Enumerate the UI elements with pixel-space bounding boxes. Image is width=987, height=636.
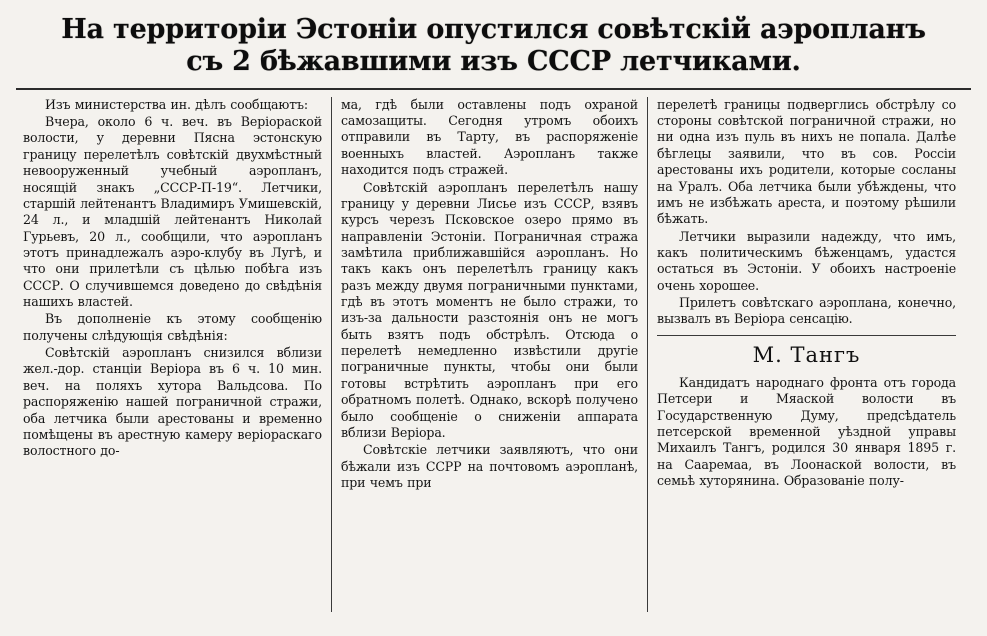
page-title	[14, 10, 973, 80]
headline-divider	[16, 88, 971, 90]
paragraph: Совѣтскій аэропланъ перелетѣлъ нашу границу у деревни Лисье изъ СССР, взявъ курсъ черезъ Псковское озеро прямо въ направленіи Эстоніи. Пограничная стража замѣтила приближавшійся аэропланъ. Но такъ какъ онъ перелетѣлъ границу какъ разъ между двумя пограничными пунктами, гдѣ въ этотъ моментъ не было стражи, то изъ-за дальности разстоянія онъ не могъ быть взятъ подъ обстрѣлъ. Отсюда о перелетѣ немедленно извѣстили другіе пограничные пункты, чтобы они были готовы встрѣтить аэропланъ при его обратномъ полетѣ. Однако, вскорѣ получено было сообщеніе о сниженіи аппарата вблизи Веріора.	[341, 179, 638, 440]
paragraph: Прилетъ совѣтскаго аэроплана, конечно, вызвалъ въ Веріора сенсацію.	[657, 295, 956, 327]
column-left	[14, 97, 331, 612]
section-divider	[657, 335, 956, 336]
section-heading: М. Тангъ	[752, 342, 861, 367]
paragraph: Въ дополненіе къ этому сообщенію получены слѣдующія свѣдѣнія:	[23, 311, 322, 343]
paragraph: Совѣтскій аэропланъ снизился вблизи жел.-дор. станціи Веріора въ 6 ч. 10 мин. веч. на поляхъ хутора Вальдсова. По распоряженію нашей пограничной стражи, оба летчика были арестованы и временно помѣщены въ арестную камеру веріораскаго волостного до-	[23, 345, 322, 459]
paragraph: ма, гдѣ были оставлены подъ охраной самозащиты. Сегодня утромъ обоихъ отправили въ Тарту, въ распоряженіе военныхъ властей. Аэропланъ также находится подъ стражей.	[341, 96, 638, 178]
paragraph: Совѣтскіе летчики заявляютъ, что они бѣжали изъ ССРР на почтовомъ аэропланѣ, при чемъ при	[341, 442, 638, 490]
headline-line-2: съ 2 бѣжавшими изъ СССР летчиками.	[186, 45, 801, 77]
headline-line-1: На территоріи Эстоніи опустился совѣтскій аэропланъ	[61, 14, 926, 45]
paragraph: перелетѣ границы подверглись обстрѣлу со стороны совѣтской пограничной стражи, но ни одна изъ пуль въ нихъ не попала. Далѣе бѣглецы заявили, что въ сов. Россіи арестованы ихъ родители, которые сосланы на Уралъ. Оба летчика были убѣждены, что имъ не избѣжать ареста, и поэтому рѣшили бѣжать.	[657, 96, 956, 227]
column-middle	[331, 97, 648, 612]
paragraph: Изъ министерства ин. дѣлъ сообщаютъ:	[45, 96, 308, 112]
paragraph: Вчера, около 6 ч. веч. въ Веріораской волости, у деревни Пясна эстонскую границу перелетѣлъ совѣтскій двухмѣстный невооруженный учебный аэропланъ, носящій знакъ „СССР-П-19“. Летчики, старшій лейтенантъ Владимиръ Умишевскій, 24 л., и младшій лейтенантъ Николай Гурьевъ, 20 л., сообщили, что аэропланъ этотъ принадлежалъ аэро-клубу въ Лугѣ, и что они прилетѣли съ цѣлью побѣга изъ СССР. О случившемся доведено до свѣдѣнія нашихъ властей.	[23, 114, 322, 310]
column-right	[648, 97, 965, 612]
article-columns	[14, 97, 973, 612]
paragraph: Летчики выразили надежду, что имъ, какъ политическимъ бѣженцамъ, удастся остаться въ Эстоніи. У обоихъ настроеніе очень хорошее.	[657, 228, 956, 293]
paragraph: Кандидатъ народнаго фронта отъ города Петсери и Мяаской волости въ Государственную Думу, предсѣдатель петсерской временной уѣздной управы Михаилъ Тангъ, родился 30 января 1895 г. на Сааремаа, въ Лоонаской волости, въ семьѣ хуторянина. Образованіе полу-	[657, 375, 956, 489]
